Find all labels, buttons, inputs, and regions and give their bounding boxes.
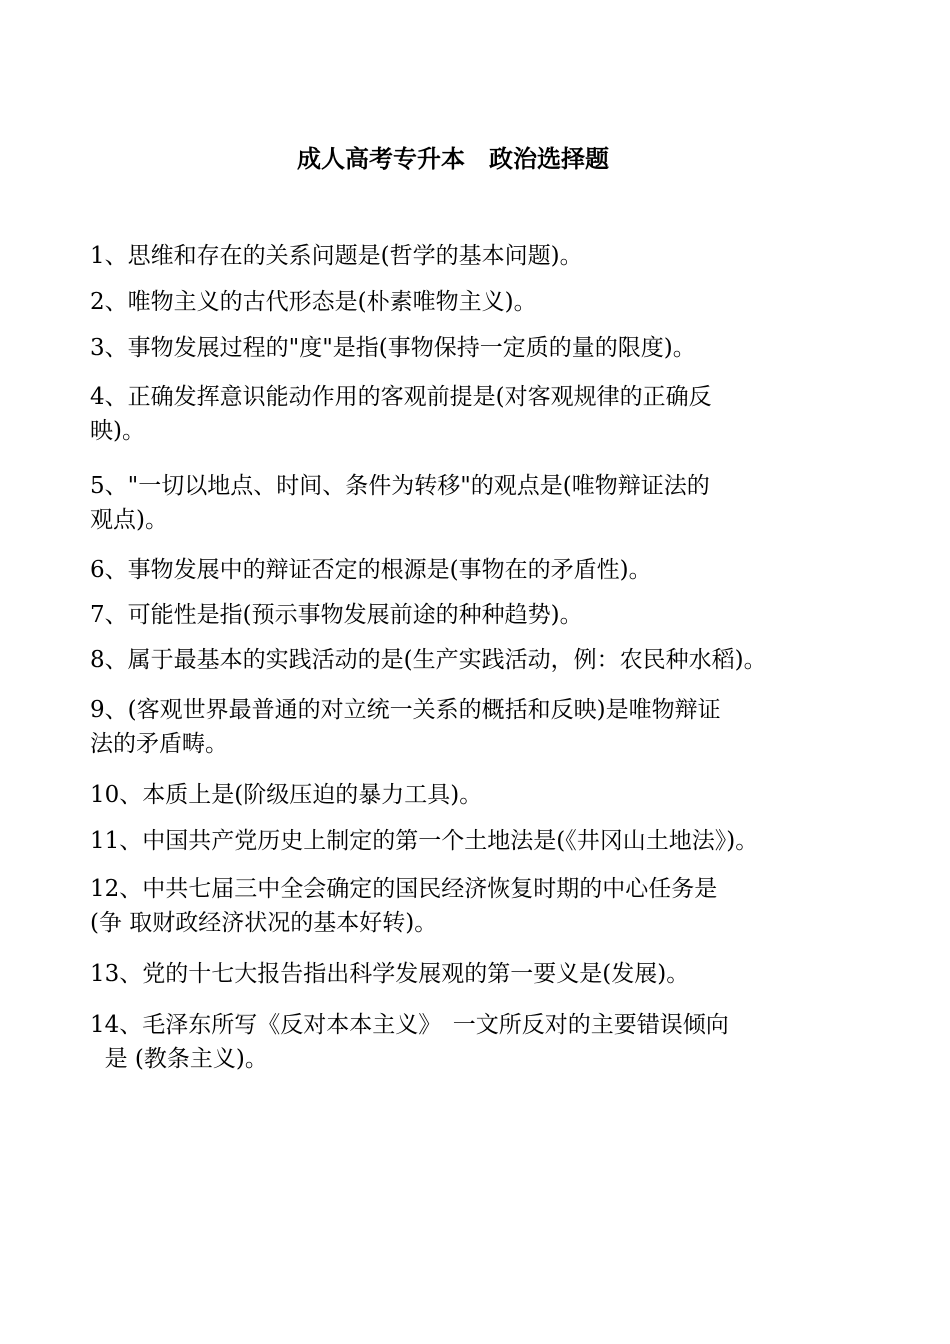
item-line-continued: (争 取财政经济状况的基本好转)。 [90,910,438,936]
list-item [90,643,830,677]
item-line: 10、本质上是(阶级压迫的暴力工具)。 [90,782,483,808]
item-line-continued: 法的矛盾畴。 [90,731,228,757]
item-line: 9、(客观世界最普通的对立统一关系的概括和反映)是唯物辩证 [90,697,721,723]
list-item [90,239,830,273]
item-line: 13、党的十七大报告指出科学发展观的第一要义是(发展)。 [90,961,690,987]
item-line: 3、事物发展过程的"度"是指(事物保持一定质的量的限度)。 [90,335,696,361]
item-line: 5、"一切以地点、时间、条件为转移"的观点是(唯物辩证法的 [90,473,710,499]
item-line: 8、属于最基本的实践活动的是(生产实践活动，例：农民种水稻)。 [90,647,767,673]
list-item [90,331,830,365]
list-item [90,598,830,632]
item-line: 14、毛泽东所写《反对本本主义》 一文所反对的主要错误倾向 [90,1012,729,1038]
item-line-continued: 是 (教条主义)。 [90,1046,268,1072]
item-line: 7、可能性是指(预示事物发展前途的种种趋势)。 [90,602,583,628]
item-line-continued: 映)。 [90,418,145,444]
item-line-continued: 观点)。 [90,507,168,533]
item-line: 2、唯物主义的古代形态是(朴素唯物主义)。 [90,289,537,315]
list-item [90,693,830,761]
document-title: 成人高考专升本 政治选择题 [297,145,609,173]
item-line: 4、正确发挥意识能动作用的客观前提是(对客观规律的正确反 [90,384,712,410]
item-line: 12、中共七届三中全会确定的国民经济恢复时期的中心任务是 [90,876,718,902]
list-item [90,553,830,587]
list-item [90,380,830,448]
item-line: 1、思维和存在的关系问题是(哲学的基本问题)。 [90,243,583,269]
list-item [90,469,830,537]
list-item [90,1008,830,1076]
item-line: 11、中国共产党历史上制定的第一个土地法是(《井冈山土地法》)。 [90,828,759,854]
list-item [90,957,830,991]
list-item [90,778,830,812]
item-line: 6、事物发展中的辩证否定的根源是(事物在的矛盾性)。 [90,557,652,583]
list-item [90,285,830,319]
list-item [90,824,830,858]
list-item [90,872,830,940]
